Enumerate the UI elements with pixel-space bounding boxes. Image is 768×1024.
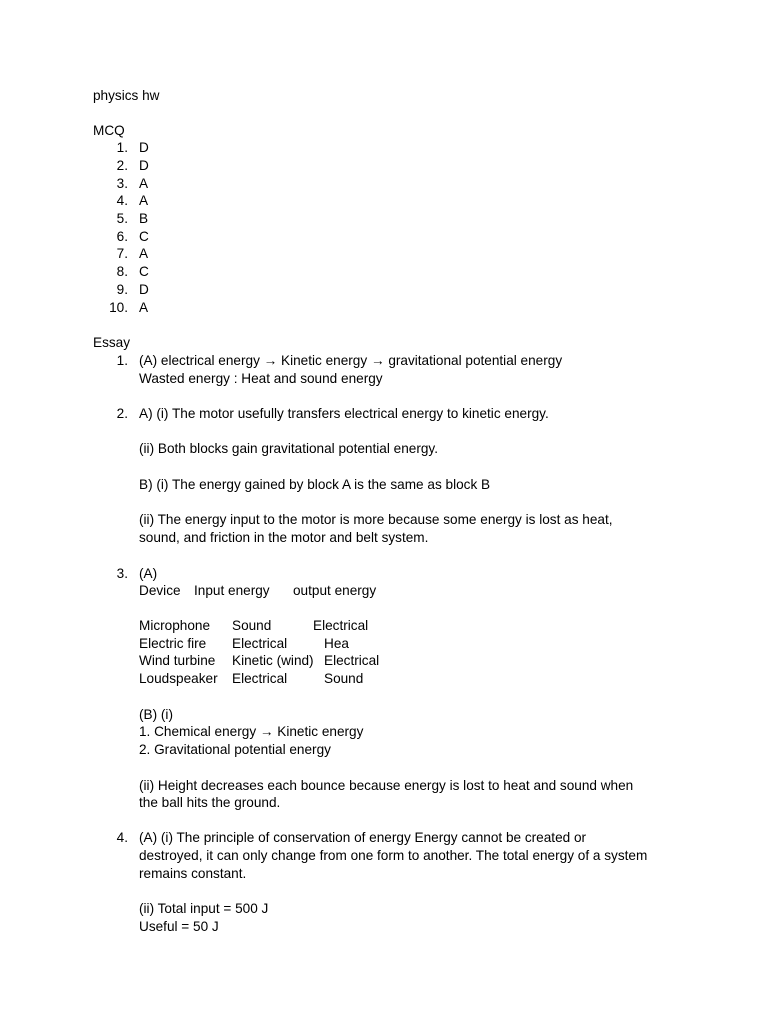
essay-q1-line: Wasted energy : Heat and sound energy xyxy=(139,371,383,386)
mcq-number: 8. xyxy=(116,264,128,279)
table-cell: Electrical xyxy=(232,671,288,686)
mcq-number: 10. xyxy=(109,300,128,315)
essay-q2-line: (ii) Both blocks gain gravitational potential energy. xyxy=(139,441,438,456)
table-cell: Electrical xyxy=(232,636,288,651)
essay-q3-part-a: (A) xyxy=(139,566,158,581)
table-cell: Kinetic (wind) xyxy=(232,653,314,668)
essay-q2-line: B) (i) The energy gained by block A is the same as block B xyxy=(139,477,491,492)
mcq-number: 6. xyxy=(116,229,128,244)
mcq-answer: D xyxy=(139,282,149,297)
mcq-answer: D xyxy=(139,158,149,173)
mcq-number: 5. xyxy=(116,211,128,226)
table-cell: Microphone xyxy=(139,618,211,633)
essay-q2-line: sound, and friction in the motor and belt system. xyxy=(139,530,429,545)
mcq-number: 2. xyxy=(116,158,128,173)
essay-q4-line: remains constant. xyxy=(139,866,247,881)
mcq-answer: A xyxy=(139,300,149,315)
table-cell: Electric fire xyxy=(139,636,207,651)
essay-heading: Essay xyxy=(93,335,131,350)
essay-number: 3. xyxy=(116,566,128,581)
essay-q4-line: (ii) Total input = 500 J xyxy=(139,901,269,916)
table-cell: Loudspeaker xyxy=(139,671,218,686)
essay-number: 4. xyxy=(116,830,128,845)
document-title: physics hw xyxy=(93,88,160,103)
mcq-number: 7. xyxy=(116,246,128,261)
mcq-answer: A xyxy=(139,176,149,191)
essay-q3-part-b: (B) (i) xyxy=(139,707,173,722)
mcq-number: 4. xyxy=(116,193,128,208)
mcq-answer: B xyxy=(139,211,149,226)
essay-q4-line: destroyed, it can only change from one form to another. The total energy of a system xyxy=(139,848,648,863)
essay-q3-line: (ii) Height decreases each bounce because energy is lost to heat and sound when xyxy=(139,778,634,793)
essay-q3-line: 2. Gravitational potential energy xyxy=(139,742,331,757)
table-cell: Sound xyxy=(232,618,272,633)
essay-q3-line: 1. Chemical energy → Kinetic energy xyxy=(139,724,364,739)
table-cell: Electrical xyxy=(313,618,369,633)
table-cell: Sound xyxy=(324,671,364,686)
mcq-answer: A xyxy=(139,246,149,261)
table-header: output energy xyxy=(293,583,377,598)
table-cell: Hea xyxy=(324,636,349,651)
essay-q1-line: (A) electrical energy → Kinetic energy → gravitational potential energy xyxy=(139,353,563,368)
mcq-number: 1. xyxy=(116,140,128,155)
mcq-answer: D xyxy=(139,140,149,155)
mcq-number: 3. xyxy=(116,176,128,191)
table-cell: Electrical xyxy=(324,653,380,668)
essay-number: 2. xyxy=(116,406,128,421)
table-header: Device xyxy=(139,583,181,598)
mcq-heading: MCQ xyxy=(93,123,125,138)
table-header: Input energy xyxy=(194,583,270,598)
essay-q2-line: (ii) The energy input to the motor is more because some energy is lost as heat, xyxy=(139,512,613,527)
essay-q2-line: A) (i) The motor usefully transfers electrical energy to kinetic energy. xyxy=(139,406,549,421)
essay-q4-line: Useful = 50 J xyxy=(139,919,219,934)
table-cell: Wind turbine xyxy=(139,653,216,668)
essay-q4-line: (A) (i) The principle of conservation of energy Energy cannot be created or xyxy=(139,830,587,845)
mcq-number: 9. xyxy=(116,282,128,297)
mcq-answer: C xyxy=(139,229,149,244)
essay-q3-line: the ball hits the ground. xyxy=(139,795,281,810)
mcq-answer: C xyxy=(139,264,149,279)
mcq-answer: A xyxy=(139,193,149,208)
essay-number: 1. xyxy=(116,353,128,368)
